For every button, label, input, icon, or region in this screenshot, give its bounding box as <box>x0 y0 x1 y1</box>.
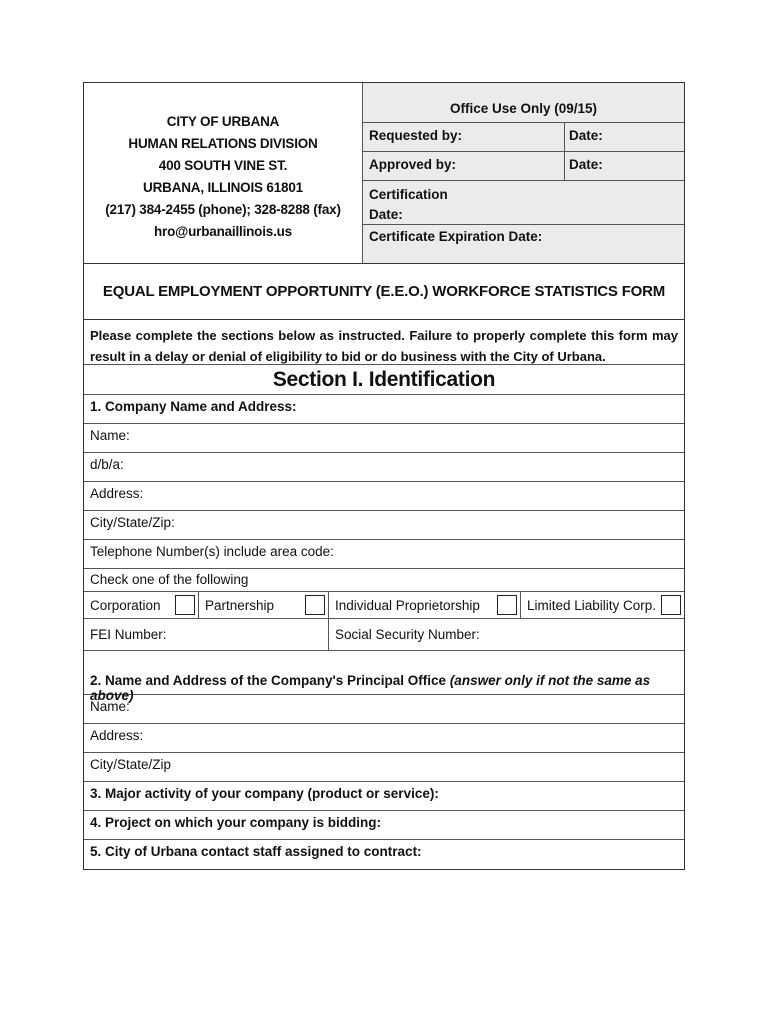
certificate-expiration-field[interactable]: Certificate Expiration Date: <box>369 229 543 244</box>
form-title: EQUAL EMPLOYMENT OPPORTUNITY (E.E.O.) WORKFORCE STATISTICS FORM <box>84 264 684 320</box>
certification-date-label: Date: <box>369 207 403 222</box>
q2-heading-note: (answer only if not the same as above) <box>90 673 651 703</box>
office-use-block <box>363 83 684 263</box>
llc-checkbox[interactable] <box>661 595 681 615</box>
check-label: Check one of the following <box>90 572 249 587</box>
option-individual-label: Individual Proprietorship <box>335 597 480 613</box>
org-street: 400 SOUTH VINE ST. <box>158 158 288 173</box>
requested-by-field[interactable]: Requested by: <box>363 123 565 151</box>
id-numbers-row <box>84 619 684 651</box>
org-city: URBANA, ILLINOIS 61801 <box>143 180 303 195</box>
contact-staff-field[interactable]: 5. City of Urbana contact staff assigned to contract: <box>90 844 422 859</box>
q2-heading-text: 2. Name and Address of the Company's Principal Office <box>90 673 450 688</box>
major-activity-field[interactable]: 3. Major activity of your company (product or service): <box>84 782 684 811</box>
certification-date-field[interactable] <box>363 181 684 225</box>
partnership-checkbox[interactable] <box>305 595 325 615</box>
org-email[interactable]: hro@urbanaillinois.us <box>154 224 292 239</box>
option-llc[interactable] <box>521 592 684 618</box>
principal-name-field[interactable]: Name: <box>84 695 684 724</box>
option-partnership-label: Partnership <box>205 597 275 613</box>
option-corporation-label: Corporation <box>90 597 161 613</box>
address-field[interactable]: Address: <box>84 482 684 511</box>
corporation-checkbox[interactable] <box>175 595 195 615</box>
form-header <box>84 83 684 264</box>
dba-field[interactable]: d/b/a: <box>84 453 684 482</box>
section-title: Section I. Identification <box>84 365 684 395</box>
org-division: HUMAN RELATIONS DIVISION <box>128 136 318 151</box>
ssn-field[interactable]: Social Security Number: <box>335 627 480 642</box>
project-field[interactable]: 4. Project on which your company is bidding: <box>84 811 684 840</box>
telephone-field[interactable]: Telephone Number(s) include area code: <box>84 540 684 569</box>
fei-number-field[interactable]: FEI Number: <box>84 619 329 650</box>
option-partnership[interactable] <box>199 592 329 618</box>
eeo-form <box>83 82 685 870</box>
principal-city-field[interactable]: City/State/Zip <box>84 753 684 782</box>
instructions: Please complete the sections below as instructed. Failure to properly complete this form may result in a delay or denial of eligibility to bid or do business with the City of Urbana. <box>84 320 684 365</box>
option-llc-label: Limited Liability Corp. <box>527 597 657 613</box>
city-state-zip-field[interactable]: City/State/Zip: <box>84 511 684 540</box>
approved-date-field[interactable]: Date: <box>569 157 603 172</box>
individual-proprietorship-checkbox[interactable] <box>497 595 517 615</box>
company-name-field[interactable]: Name: <box>84 424 684 453</box>
organization-block <box>84 83 363 263</box>
q1-heading: 1. Company Name and Address: <box>84 395 684 424</box>
business-type-group <box>84 569 684 619</box>
option-corporation[interactable] <box>84 592 199 618</box>
org-name: CITY OF URBANA <box>166 114 280 129</box>
certification-label: Certification <box>369 187 448 202</box>
q2-heading <box>84 651 684 703</box>
approved-by-field[interactable]: Approved by: <box>363 152 565 180</box>
requested-date-field[interactable]: Date: <box>569 128 603 143</box>
org-phone: (217) 384-2455 (phone); 328-8288 (fax) <box>105 202 341 217</box>
office-use-title: Office Use Only (09/15) <box>363 83 684 123</box>
option-individual-proprietorship[interactable] <box>329 592 521 618</box>
principal-address-field[interactable]: Address: <box>84 724 684 753</box>
